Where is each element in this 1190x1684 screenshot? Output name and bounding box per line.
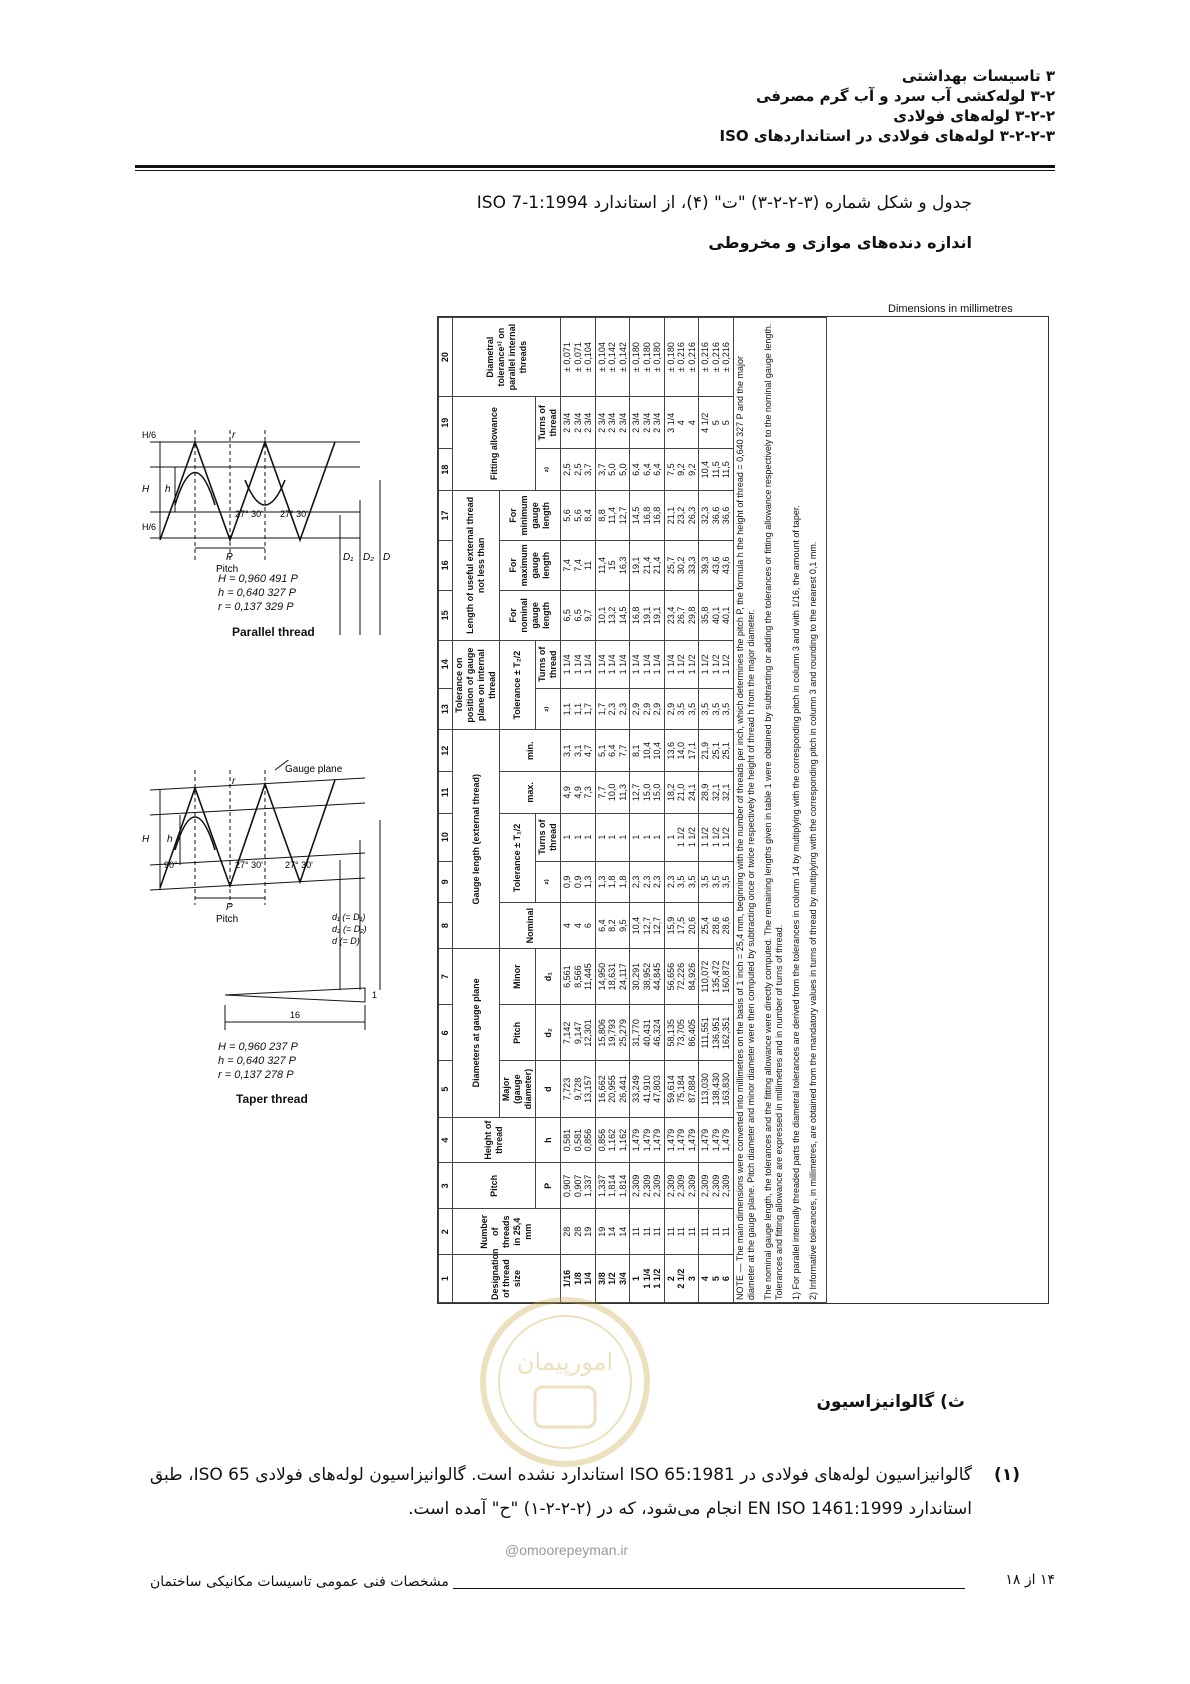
iso-table-rotated	[438, 317, 1048, 1303]
hdr-gauge-length: Gauge length (external thread)	[453, 730, 500, 949]
label-angle-2: 27° 30'	[280, 509, 308, 519]
label-D1: D₁	[343, 552, 354, 563]
cell-umin: 32,3 36,6 36,6	[699, 490, 734, 540]
cell-major: 113,030 138,430 163,830	[699, 1061, 734, 1117]
cell-major: 7,723 9,728 13,157	[561, 1061, 596, 1117]
label-H: H	[142, 484, 150, 495]
footnote-2: 2) Informative tolerances, in millimetres, are obtained from the mandatory values in turns of thread by multiplying with the corresponding pitch in column 3 and rounding to the nearest 0,1 mm.	[807, 541, 818, 1300]
label-taper-90: 90°	[164, 860, 178, 870]
sym-P: P	[536, 1163, 561, 1209]
table-notes	[733, 318, 826, 1303]
cell-minor: 30,291 38,952 44,845	[630, 949, 665, 1005]
cell-tp: 3,5 3,5 3,5	[699, 688, 734, 730]
cell-major: 59,614 75,184 87,884	[664, 1061, 699, 1117]
cell-tp: 1,7 2,3 2,3	[595, 688, 630, 730]
watermark-text: امورپیمان	[516, 1348, 614, 1376]
section-heading: ث) گالوانیزاسیون	[816, 1392, 965, 1412]
hdr-pitch-diam: Pitch	[500, 1005, 536, 1061]
label-d1: d₁ (= D₁)	[332, 912, 366, 922]
hdr-tolerance-t2: Tolerance ± T₂/2	[500, 640, 536, 730]
cell-fa: 6,4 6,4 6,4	[630, 449, 665, 491]
galvanization-paragraph	[92, 1458, 1020, 1526]
label-d2: d₂ (= D₂)	[332, 924, 367, 934]
colnum: 16	[439, 540, 453, 590]
label-D: D	[383, 552, 391, 563]
label-pitch: Pitch	[216, 564, 239, 575]
footnote-1: 1) For parallel internally threaded parts the diametral tolerances are derived from the tolerances in column 14 by multiplying with the corresponding pitch in column 3 and with 1/16, the amount of taper.	[790, 505, 801, 1300]
colnum: 7	[439, 949, 453, 1005]
cell-height: 0,856 1,162 1,162	[595, 1117, 630, 1163]
header-row-1	[453, 318, 500, 1303]
label-taper-1: 1	[372, 990, 378, 1000]
cell-umin: 8,8 11,4 12,7	[595, 490, 630, 540]
page-header	[155, 66, 1055, 146]
cell-umax: 7,4 7,4 11	[561, 540, 596, 590]
cell-tt: 1 1 1	[595, 813, 630, 861]
table-row	[561, 318, 596, 1303]
cell-minor: 14,950 18,631 24,117	[595, 949, 630, 1005]
cell-tol: 3,5 3,5 3,5	[699, 861, 734, 903]
cell-max: 12,7 15,0 15,0	[630, 772, 665, 814]
taper-formula-H: H = 0,960 237 P	[218, 1041, 298, 1053]
header-rule-thin	[135, 170, 1055, 171]
label-gauge-plane: Gauge plane	[285, 764, 343, 775]
cell-unom: 23,4 26,7 29,8	[664, 590, 699, 640]
colnum: 4	[439, 1117, 453, 1163]
hdr-minor: Minor	[500, 949, 536, 1005]
colnum: 9	[439, 861, 453, 903]
label-taper-angle-1: 27° 30'	[235, 860, 263, 870]
cell-unom: 35,8 40,1 40,1	[699, 590, 734, 640]
cell-fat: 2 3/4 2 3/4 2 3/4	[595, 397, 630, 449]
cell-pitch: 2,309 2,309 2,309	[699, 1163, 734, 1209]
cell-pitch: 2,309 2,309 2,309	[664, 1163, 699, 1209]
watermark-logo	[475, 1292, 655, 1472]
sym-turns: Turns of thread	[536, 640, 561, 688]
cell-dt: ± 0,071 ± 0,071 ± 0,104	[561, 318, 596, 397]
cell-major: 16,662 20,955 26,441	[595, 1061, 630, 1117]
iso-thread-table	[438, 317, 827, 1303]
hdr-diameters: Diameters at gauge plane	[453, 949, 500, 1118]
hdr-tolerance-t1: Tolerance ± T₁/2	[500, 813, 536, 903]
cell-min: 3,1 3,1 4,7	[561, 730, 596, 772]
cell-nom: 25,4 28,6 28,6	[699, 903, 734, 949]
cell-pd: 7,142 9,147 12,301	[561, 1005, 596, 1061]
cell-tt: 1 1 1/2 1 1/2	[664, 813, 699, 861]
cell-umin: 21,1 23,2 26,3	[664, 490, 699, 540]
cell-size: 1/16 1/8 1/4	[561, 1255, 596, 1303]
cell-tpt: 1 1/4 1 1/4 1 1/4	[630, 640, 665, 688]
colnum: 15	[439, 590, 453, 640]
header-section: ۳-۲ لوله‌کشی آب سرد و آب گرم مصرفی	[755, 87, 1055, 105]
colnum: 10	[439, 813, 453, 861]
cell-max: 28,9 32,1 32,1	[699, 772, 734, 814]
sym-mm: ²⁾	[536, 688, 561, 730]
iso-table-frame	[437, 316, 1049, 1304]
header-topic: ۳-۲-۲-۳ لوله‌های فولادی در استانداردهای ISO	[719, 127, 1055, 145]
colnum: 17	[439, 490, 453, 540]
colnum: 8	[439, 903, 453, 949]
hdr-nominal: Nominal	[500, 903, 561, 949]
cell-unom: 6,5 6,5 9,7	[561, 590, 596, 640]
parallel-thread-caption: Parallel thread	[232, 625, 315, 639]
colnum: 2	[439, 1209, 453, 1255]
cell-pitch: 2,309 2,309 2,309	[630, 1163, 665, 1209]
sym-d: d	[536, 1061, 561, 1117]
cell-tpi: 28 28 19	[561, 1209, 596, 1255]
parallel-thread-diagram	[140, 420, 430, 650]
cell-height: 0,581 0,581 0,856	[561, 1117, 596, 1163]
cell-height: 1,479 1,479 1,479	[699, 1117, 734, 1163]
cell-max: 18,2 21,0 24,1	[664, 772, 699, 814]
cell-unom: 16,8 19,1 19,1	[630, 590, 665, 640]
cell-size: 1 1 1/4 1 1/2	[630, 1255, 665, 1303]
cell-height: 1,479 1,479 1,479	[630, 1117, 665, 1163]
colnum: 13	[439, 688, 453, 730]
label-h: h	[165, 484, 171, 495]
cell-dt: ± 0,216 ± 0,216 ± 0,216	[699, 318, 734, 397]
cell-tpt: 1 1/2 1 1/2 1 1/2	[699, 640, 734, 688]
hdr-for-nominal: For nominal gauge length	[500, 590, 561, 640]
cell-tp: 1,1 1,1 1,7	[561, 688, 596, 730]
sym-turns: Turns of thread	[536, 397, 561, 449]
cell-fat: 4 1/2 5 5	[699, 397, 734, 449]
cell-umin: 5,6 5,6 8,4	[561, 490, 596, 540]
label-taper-16: 16	[290, 1010, 301, 1020]
cell-fa: 7,5 9,2 9,2	[664, 449, 699, 491]
cell-pd: 58,135 73,705 86,405	[664, 1005, 699, 1061]
cell-pitch: 1,337 1,814 1,814	[595, 1163, 630, 1209]
label-r: r	[232, 430, 236, 441]
colnum: 18	[439, 449, 453, 491]
note-gauge: The nominal gauge length, the tolerances and the fitting allowance were directly computed. The remaining lengths given in table 1 were obtained by subtracting or adding the tolerances or fitting allowance respectively to the nominal gauge length. Tolerances and fitting allowance are expressed in millimetres and in number of turns of thread.	[762, 323, 784, 1300]
table-row	[664, 318, 699, 1303]
note-main: NOTE — The main dimensions were converted into millimetres on the basis of 1 inch = 25,4 mm, beginning with the number of threads per inch, which determines the pitch P, the formula h the height of thread = 0,640 327 P and the major diameter at the gauge plane. Pitch diameter and minor diameter were then computed by subtracting once or twice respectively the height of thread h from the major diameter.	[734, 355, 756, 1300]
cell-major: 33,249 41,910 47,803	[630, 1061, 665, 1117]
table-row	[699, 318, 734, 1303]
parallel-formulas	[218, 572, 298, 614]
colnum: 20	[439, 318, 453, 397]
cell-size: 3/8 1/2 3/4	[595, 1255, 630, 1303]
taper-thread-caption: Taper thread	[236, 1092, 308, 1106]
paragraph-text: گالوانیزاسیون لوله‌های فولادی در ISO 65:1981 استاندارد نشده است. گالوانیزاسیون لوله‌های فولادی ISO 65، طبق استاندارد EN ISO 1461:1999 انجام می‌شود، که در (۲-۲-۲-۱) "ح" آمده است.	[149, 1465, 972, 1519]
table-row	[630, 318, 665, 1303]
footer-title: مشخصات فنی عمومی تاسیسات مکانیکی ساختمان	[150, 1574, 449, 1590]
label-taper-P: P	[226, 902, 233, 913]
colnum: 3	[439, 1163, 453, 1209]
cell-dt: ± 0,180 ± 0,216 ± 0,216	[664, 318, 699, 397]
cell-size: 2 2 1/2 3	[664, 1255, 699, 1303]
hdr-fitting: Fitting allowance	[453, 397, 536, 491]
cell-fat: 2 3/4 2 3/4 2 3/4	[561, 397, 596, 449]
header-rule-thick	[135, 165, 1055, 168]
cell-dt: ± 0,104 ± 0,142 ± 0,142	[595, 318, 630, 397]
parallel-formula-H: H = 0,960 491 P	[218, 573, 298, 585]
cell-minor: 6,561 8,566 11,445	[561, 949, 596, 1005]
cell-size: 4 5 6	[699, 1255, 734, 1303]
cell-tpi: 11 11 11	[699, 1209, 734, 1255]
cell-nom: 4 4 6	[561, 903, 596, 949]
cell-umin: 14,5 16,8 16,8	[630, 490, 665, 540]
taper-formulas	[218, 1040, 298, 1082]
notes-row	[733, 318, 826, 1303]
label-taper-angle-2: 27° 30'	[285, 860, 313, 870]
colnum: 1	[439, 1255, 453, 1303]
colnum: 19	[439, 397, 453, 449]
cell-min: 21,9 25,1 25,1	[699, 730, 734, 772]
label-h6-top: H/6	[142, 430, 157, 440]
figure-caption: جدول و شکل شماره (۳-۲-۲-۳) "ت" (۴)، از استاندارد ISO 7-1:1994	[476, 193, 972, 213]
cell-fa: 3,7 5,0 5,0	[595, 449, 630, 491]
cell-nom: 6,4 8,2 9,5	[595, 903, 630, 949]
hdr-major: Major (gauge diameter)	[500, 1061, 536, 1117]
column-number-row	[439, 318, 453, 1303]
colnum: 5	[439, 1061, 453, 1117]
sym-d1: d₁	[536, 949, 561, 1005]
header-chapter: ۳ تاسیسات بهداشتی	[901, 67, 1055, 85]
cell-tol: 0,9 0,9 1,3	[561, 861, 596, 903]
colnum: 11	[439, 772, 453, 814]
label-d: d (= D)	[332, 936, 360, 946]
cell-tol: 2,3 2,3 2,3	[630, 861, 665, 903]
sym-turns: Turns of thread	[536, 813, 561, 861]
page-number: ۱۴ از ۱۸	[1005, 1572, 1055, 1588]
header-subsection: ۳-۲-۲ لوله‌های فولادی	[893, 107, 1055, 125]
cell-max: 7,7 10,0 11,3	[595, 772, 630, 814]
cell-min: 8,1 10,4 10,4	[630, 730, 665, 772]
sym-mm: ²⁾	[536, 449, 561, 491]
parallel-formula-r: r = 0,137 329 P	[218, 601, 294, 613]
figure-subcaption: اندازه دنده‌های موازی و مخروطی	[708, 233, 972, 252]
cell-min: 13,6 14,0 17,1	[664, 730, 699, 772]
dimensions-note: Dimensions in millimetres	[888, 303, 1013, 315]
hdr-min: min.	[500, 730, 561, 772]
colnum: 6	[439, 1005, 453, 1061]
hdr-for-maximum: For maximum gauge length	[500, 540, 561, 590]
cell-tt: 1 1/2 1 1/2 1 1/2	[699, 813, 734, 861]
footer-rule	[453, 1588, 965, 1589]
hdr-height: Height of thread	[453, 1117, 536, 1163]
hdr-tol-position: Tolerance on position of gauge plane on internal thread	[453, 640, 500, 730]
cell-tpi: 19 14 14	[595, 1209, 630, 1255]
label-taper-h: h	[167, 834, 173, 845]
cell-pitch: 0,907 0,907 1,337	[561, 1163, 596, 1209]
cell-umax: 11,4 15 16,3	[595, 540, 630, 590]
hdr-designation: Designation of thread size	[453, 1255, 561, 1303]
label-D2: D₂	[363, 552, 375, 563]
label-h6-bottom: H/6	[142, 522, 157, 532]
cell-tt: 1 1 1	[630, 813, 665, 861]
hdr-useful-length: Length of useful external thread not less than	[453, 490, 500, 640]
colnum: 12	[439, 730, 453, 772]
cell-tpi: 11 11 11	[630, 1209, 665, 1255]
label-taper-pitch: Pitch	[216, 914, 239, 925]
cell-umax: 19,1 21,4 21,4	[630, 540, 665, 590]
cell-tpt: 1 1/4 1 1/4 1 1/4	[561, 640, 596, 688]
cell-minor: 56,656 72,226 84,926	[664, 949, 699, 1005]
taper-formula-r: r = 0,137 278 P	[218, 1069, 294, 1081]
cell-umax: 25,7 30,2 33,3	[664, 540, 699, 590]
cell-fat: 3 1/4 4 4	[664, 397, 699, 449]
colnum: 14	[439, 640, 453, 688]
cell-pd: 15,806 19,793 25,279	[595, 1005, 630, 1061]
cell-fat: 2 3/4 2 3/4 2 3/4	[630, 397, 665, 449]
sym-mm: ²⁾	[536, 861, 561, 903]
cell-fa: 10,4 11,5 11,5	[699, 449, 734, 491]
label-angle-1: 27° 30'	[235, 509, 263, 519]
hdr-for-minimum: For minimum gauge length	[500, 490, 561, 540]
cell-tol: 2,3 3,5 3,5	[664, 861, 699, 903]
paragraph-number: (۱)	[994, 1465, 1020, 1485]
cell-unom: 10,1 13,2 14,5	[595, 590, 630, 640]
label-taper-H: H	[142, 834, 150, 845]
hdr-threads: Number of threads in 25,4 mm	[453, 1209, 561, 1255]
hdr-diametral-tol: Diametral tolerance¹⁾ on parallel internal threads	[453, 318, 561, 397]
cell-max: 4,9 4,9 7,3	[561, 772, 596, 814]
cell-tp: 2,9 2,9 2,9	[630, 688, 665, 730]
hdr-pitch: Pitch	[453, 1163, 536, 1209]
sym-d2: d₂	[536, 1005, 561, 1061]
cell-minor: 110,072 135,472 160,872	[699, 949, 734, 1005]
cell-pd: 31,770 40,431 46,324	[630, 1005, 665, 1061]
cell-umax: 39,3 43,6 43,6	[699, 540, 734, 590]
cell-nom: 10,4 12,7 12,7	[630, 903, 665, 949]
cell-tol: 1,3 1,8 1,8	[595, 861, 630, 903]
cell-tp: 2,9 3,5 3,5	[664, 688, 699, 730]
cell-height: 1,479 1,479 1,479	[664, 1117, 699, 1163]
label-P: P	[226, 552, 233, 563]
cell-fa: 2,5 2,5 3,7	[561, 449, 596, 491]
cell-dt: ± 0,180 ± 0,180 ± 0,180	[630, 318, 665, 397]
cell-tpi: 11 11 11	[664, 1209, 699, 1255]
cell-tpt: 1 1/4 1 1/2 1 1/2	[664, 640, 699, 688]
watermark-link: @omoorepeyman.ir	[505, 1542, 629, 1558]
cell-min: 5,1 6,4 7,7	[595, 730, 630, 772]
cell-nom: 15,9 17,5 20,6	[664, 903, 699, 949]
label-taper-r: r	[232, 776, 236, 787]
cell-tt: 1 1 1	[561, 813, 596, 861]
hdr-max: max.	[500, 772, 561, 814]
iso-table-body	[561, 318, 734, 1303]
cell-tpt: 1 1/4 1 1/4 1 1/4	[595, 640, 630, 688]
sym-h: h	[536, 1117, 561, 1163]
cell-pd: 111,551 136,951 162,351	[699, 1005, 734, 1061]
taper-formula-h: h = 0,640 327 P	[218, 1055, 296, 1067]
parallel-formula-h: h = 0,640 327 P	[218, 587, 296, 599]
table-row	[595, 318, 630, 1303]
